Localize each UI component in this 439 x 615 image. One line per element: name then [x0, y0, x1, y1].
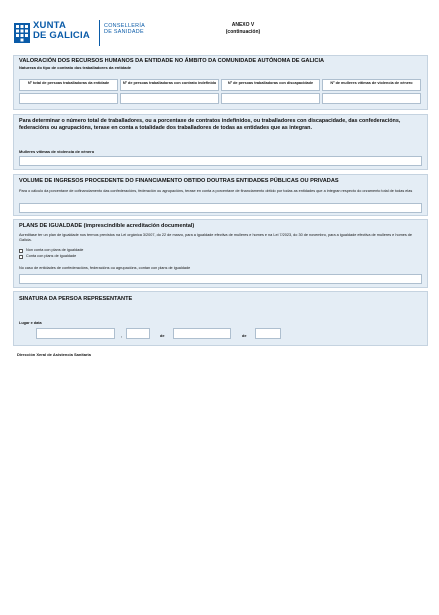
- income-volume-input[interactable]: [19, 203, 422, 213]
- section-signature: [13, 291, 428, 346]
- footer-text: Dirección Xeral de Asistencia Sanitaria: [17, 352, 91, 357]
- section-income-volume: [13, 174, 428, 216]
- year-input[interactable]: [255, 328, 281, 339]
- annex-subtitle: (continuación): [225, 29, 261, 35]
- disability-workers-input[interactable]: [221, 93, 320, 104]
- column-header-indefinite-contracts: Nº de persoas traballadoras con contrato indefinido: [120, 79, 219, 91]
- option-has-plans[interactable]: [19, 254, 76, 259]
- section-title: SINATURA DA PERSOA REPRESENTANTE: [19, 296, 133, 302]
- federation-plans-input[interactable]: [19, 274, 422, 284]
- section-title: PLANS DE IGUALDADE (imprescindible acreditación documental): [19, 223, 195, 229]
- logo-line2: DE GALICIA: [33, 30, 90, 41]
- income-note-text: Para o cálculo da porcentaxe de cofinanciamento das confederacións, federación ou agrupacións, terase en conta a porcentaxe de financiamento obtido por todas as entidades que a integran respecto do orzamento total de todas elas: [19, 189, 413, 193]
- comma-separator: ,: [121, 334, 123, 338]
- logo-line1: XUNTA: [33, 20, 67, 31]
- column-header-total-workers: Nº total de persoas traballadoras da entidade: [19, 79, 118, 91]
- de-label-2: de: [242, 334, 247, 338]
- column-header-gender-violence: Nº de mulleres vítimas de violencia de xénero: [322, 79, 421, 91]
- gender-violence-input[interactable]: [322, 93, 421, 104]
- section-subtitle: Natureza do tipo de contrato dos traballadores da entidade: [19, 65, 132, 70]
- gender-violence-label: Mulleres vítimas de violencia de xénero: [19, 149, 95, 154]
- section-title: VOLUME DE INGRESOS PROCEDENTE DO FINANCIAMENTO OBTIDO DOUTRAS ENTIDADES PÚBLICAS OU PRIVADAS: [19, 178, 339, 184]
- section-counting-note: [13, 114, 428, 170]
- dept-line2: DE SANIDADE: [104, 29, 144, 36]
- logo-divider: [99, 20, 100, 46]
- dept-line1: CONSELLERÍA: [104, 23, 146, 29]
- month-input[interactable]: [173, 328, 231, 339]
- section-title: VALORACIÓN DOS RECURSOS HUMANOS DA ENTIDADE NO ÁMBITO DA COMUNIDADE AUTÓNOMA DE GALICIA: [19, 58, 325, 64]
- section-equality-plans: [13, 219, 428, 288]
- checkbox[interactable]: [19, 255, 23, 259]
- place-input[interactable]: [36, 328, 115, 339]
- equality-note-text: Acreditase ter un plan de igualdade nos termos previstos na Lei orgánica 3/2007, do 22 de marzo, para a igualdade efectiva de mulleres e homes e na Lei 7/2023, do 30 de novembro, para a igualdade efectiva de mulleres e homes de Galicia.: [19, 233, 413, 242]
- federation-plans-label: No caso de entidades de confederacións, federacións ou agrupacións, contan con plans de igualdade: [19, 266, 191, 270]
- gender-violence-women-input[interactable]: [19, 156, 422, 166]
- xunta-logo: [14, 21, 102, 49]
- annex-heading: [220, 22, 266, 36]
- section-human-resources: [13, 55, 428, 110]
- indefinite-contracts-input[interactable]: [120, 93, 219, 104]
- department-name: [104, 23, 145, 36]
- annex-title: ANEXO V: [231, 22, 255, 28]
- galicia-emblem-icon: [14, 23, 30, 43]
- option-label: Non conta con plans de igualdade: [26, 248, 84, 252]
- checkbox[interactable]: [19, 249, 23, 253]
- option-label: Conta con plans de igualdade: [26, 254, 77, 258]
- day-input[interactable]: [126, 328, 150, 339]
- de-label-1: de: [160, 334, 165, 338]
- option-no-plans[interactable]: [19, 248, 83, 253]
- logo-text: [33, 21, 90, 41]
- counting-note-text: Para determinar o número total de traballadores, ou a porcentaxe de contratos indefinidos, ou traballadores con discapacidade, das confederacións, federacións ou agrupacións, terase en conta a totalidade dos traballadores de todas as entidades que as integran.: [19, 118, 401, 131]
- place-date-label: Lugar e data: [19, 321, 42, 325]
- column-header-disability: Nº de persoas traballadoras con discapacidade: [221, 79, 320, 91]
- total-workers-input[interactable]: [19, 93, 118, 104]
